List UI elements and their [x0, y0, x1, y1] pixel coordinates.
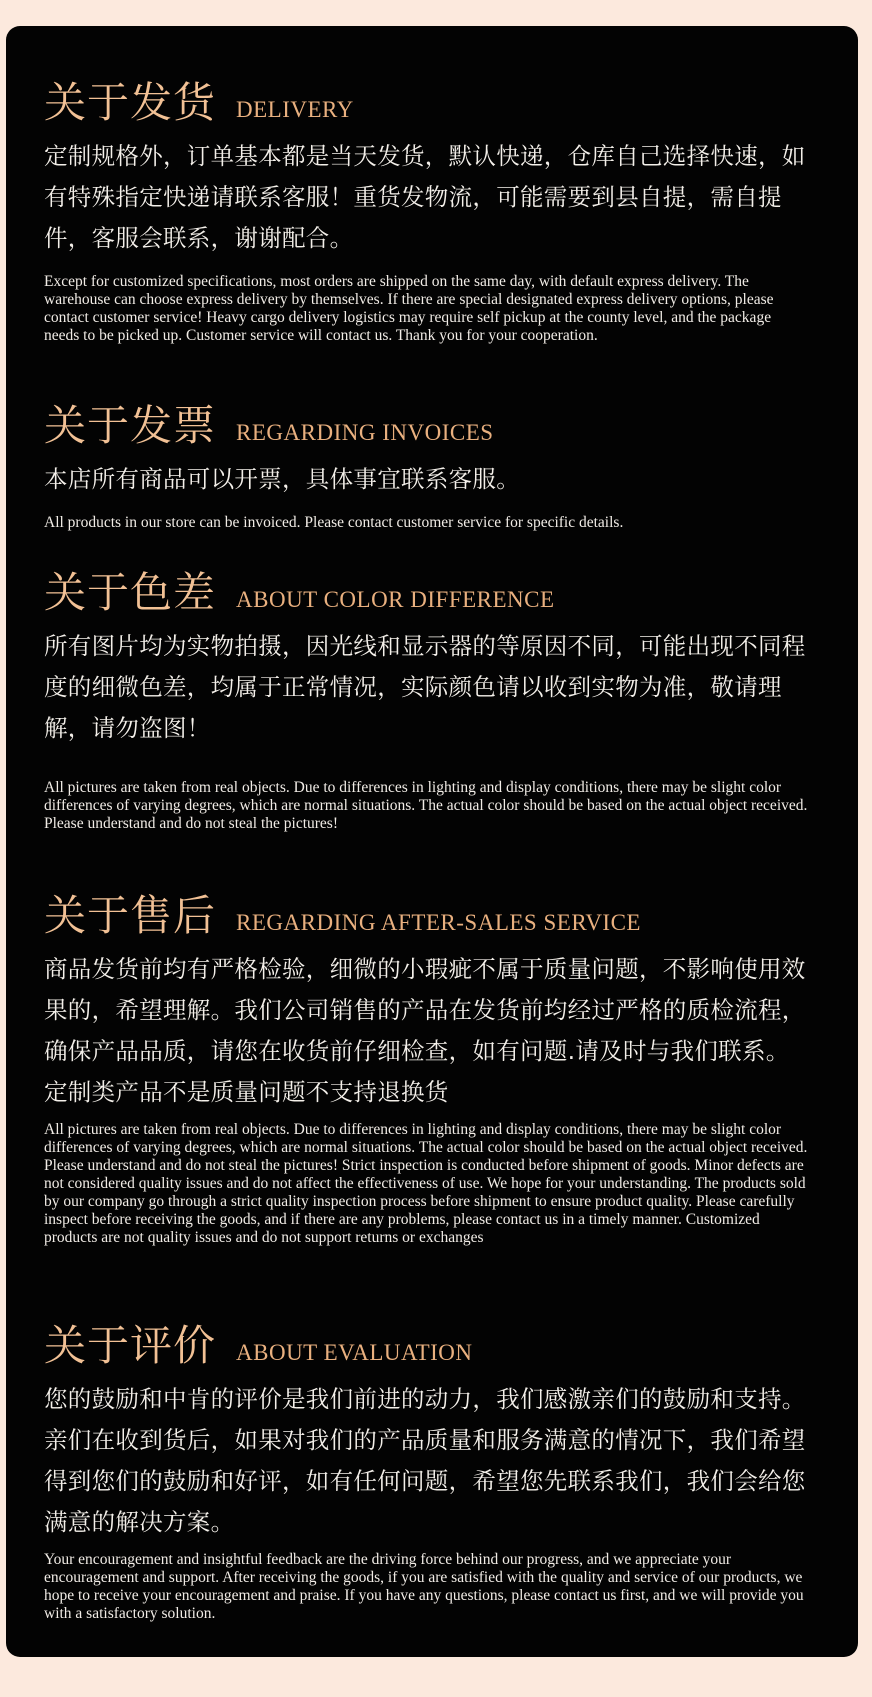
- color-difference-heading: [44, 560, 810, 620]
- delivery-heading: [44, 70, 810, 130]
- delivery-section: [44, 70, 810, 345]
- invoice-title-cn: 关于发票: [44, 401, 217, 450]
- evaluation-text-en: Your encouragement and insightful feedback are the driving force behind our progress, and we appreciate your encouragement and support. After receiving the goods, if you are satisfied with the quality and service of our products, we hope to receive your encouragement and praise. If you have any questions, please contact us first, and we will provide you with a satisfactory solution.: [44, 1551, 804, 1622]
- invoice-text-cn: 本店所有商品可以开票，具体事宜联系客服。: [44, 465, 520, 493]
- after-sales-text-en: All pictures are taken from real objects. Due to differences in lighting and display conditions, there may be slight color differences of varying degrees, which are normal situations. The actual color should be based on the actual object received. Please understand and do not steal the pictures! Strict inspection is conducted before shipment of goods. Minor defects are not considered quality issues and do not affect the effectiveness of use. We hope for your understanding. The products sold by our company go through a strict quality inspection process before shipment to ensure product quality. Please carefully inspect before receiving the goods, and if there are any problems, please contact us in a timely manner. Customized products are not quality issues and do not support returns or exchanges: [44, 1121, 808, 1246]
- after-sales-title-cn: 关于售后: [44, 891, 217, 940]
- after-sales-text-cn: 商品发货前均有严格检验，细微的小瑕疵不属于质量问题，不影响使用效果的，希望理解。我们公司销售的产品在发货前均经过严格的质检流程，确保产品品质，请您在收货前仔细检查，如有问题.请及时与我们联系。定制类产品不是质量问题不支持退换货: [44, 955, 806, 1106]
- delivery-title-en: DELIVERY: [236, 97, 354, 122]
- evaluation-title-cn: 关于评价: [44, 1321, 217, 1370]
- delivery-text-en: Except for customized specifications, most orders are shipped on the same day, with default express delivery. The warehouse can choose express delivery by themselves. If there are special designated express delivery options, please contact customer service! Heavy cargo delivery logistics may require self pickup at the county level, and the package needs to be picked up. Customer service will contact us. Thank you for your cooperation.: [44, 273, 774, 344]
- color-difference-title-en: ABOUT COLOR DIFFERENCE: [236, 587, 555, 612]
- delivery-text-cn: 定制规格外，订单基本都是当天发货，默认快递，仓库自己选择快速，如有特殊指定快递请联系客服！重货发物流，可能需要到县自提，需自提件，客服会联系，谢谢配合。: [44, 142, 806, 252]
- color-difference-title-cn: 关于色差: [44, 568, 217, 617]
- invoice-text-en: All products in our store can be invoiced. Please contact customer service for specific details.: [44, 514, 624, 531]
- invoice-section: [44, 393, 810, 532]
- color-difference-text-cn: 所有图片均为实物拍摄，因光线和显示器的等原因不同，可能出现不同程度的细微色差，均属于正常情况，实际颜色请以收到实物为准，敬请理解，请勿盗图！: [44, 632, 806, 742]
- color-difference-section: [44, 560, 810, 833]
- delivery-title-cn: 关于发货: [44, 78, 217, 127]
- after-sales-title-en: REGARDING AFTER-SALES SERVICE: [236, 910, 641, 935]
- invoice-heading: [44, 393, 810, 453]
- evaluation-title-en: ABOUT EVALUATION: [236, 1340, 473, 1365]
- after-sales-section: [44, 883, 810, 1247]
- evaluation-text-cn: 您的鼓励和中肯的评价是我们前进的动力，我们感激亲们的鼓励和支持。亲们在收到货后，如果对我们的产品质量和服务满意的情况下，我们希望得到您们的鼓励和好评，如有任何问题，希望您先联系我们，我们会给您满意的解决方案。: [44, 1385, 806, 1536]
- color-difference-text-en: All pictures are taken from real objects. Due to differences in lighting and display conditions, there may be slight color differences of varying degrees, which are normal situations. The actual color should be based on the actual object received. Please understand and do not steal the pictures!: [44, 779, 808, 832]
- evaluation-heading: [44, 1313, 810, 1373]
- evaluation-section: [44, 1313, 810, 1623]
- invoice-title-en: REGARDING INVOICES: [236, 420, 494, 445]
- after-sales-heading: [44, 883, 810, 943]
